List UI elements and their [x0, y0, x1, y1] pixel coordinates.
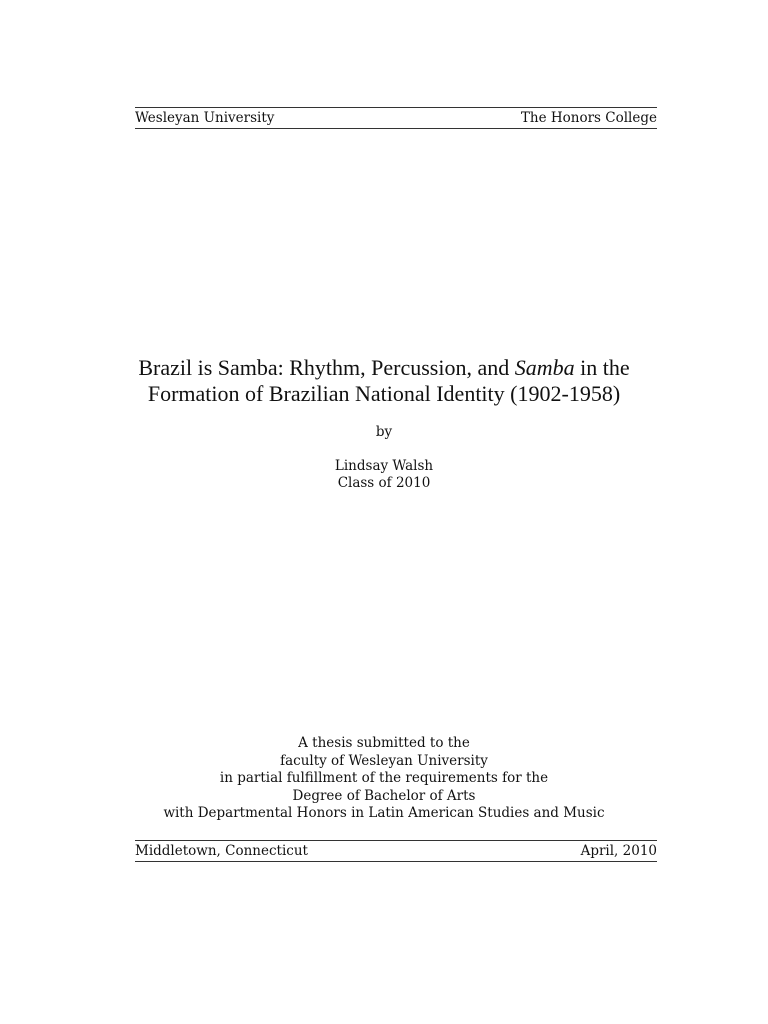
header-top-rule: [135, 107, 657, 108]
submission-line: Degree of Bachelor of Arts: [292, 787, 476, 804]
footer-top-rule: [135, 840, 657, 841]
header: [135, 110, 657, 126]
title-line-1: [0, 355, 768, 381]
title-line-1-start: Brazil is Samba: Rhythm, Percussion, and: [138, 355, 515, 380]
header-institution: Wesleyan University: [135, 110, 275, 126]
title-line-2: Formation of Brazilian National Identity (1902-1958): [147, 381, 621, 406]
title-italic-word: Samba: [514, 355, 575, 380]
footer-date: April, 2010: [580, 843, 657, 859]
author-block: [0, 458, 768, 492]
submission-line: with Departmental Honors in Latin American Studies and Music: [163, 805, 605, 821]
author-name: Lindsay Walsh: [334, 458, 434, 474]
thesis-title: [0, 355, 768, 407]
title-line-1-end: in the: [574, 355, 630, 380]
header-college: The Honors College: [520, 110, 657, 126]
by-label: by: [375, 424, 393, 440]
footer-location: Middletown, Connecticut: [135, 843, 308, 859]
footer-bottom-rule: [135, 861, 657, 862]
header-bottom-rule: [135, 128, 657, 129]
submission-line: A thesis submitted to the: [298, 735, 470, 751]
footer: [135, 843, 657, 859]
submission-line: in partial fulfillment of the requirements for the: [219, 770, 549, 786]
submission-statement: [0, 735, 768, 823]
author-class-year: Class of 2010: [337, 475, 431, 491]
submission-line: faculty of Wesleyan University: [280, 752, 488, 769]
